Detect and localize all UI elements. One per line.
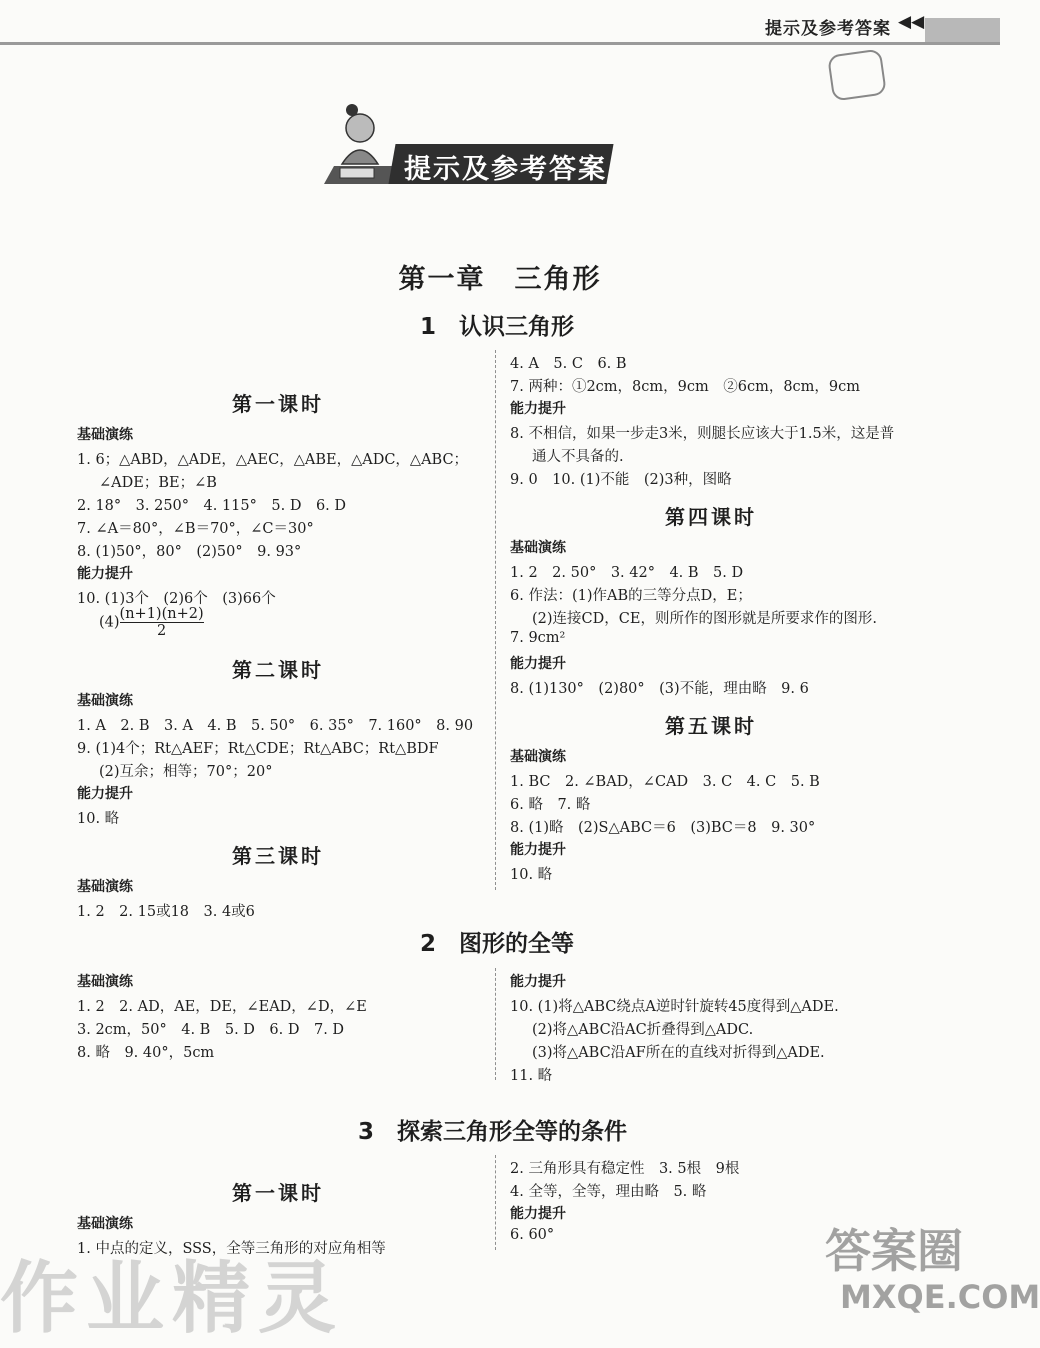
watermark-url: MXQE.COM [840,1278,1040,1316]
header-rule [0,42,1000,45]
column-divider [495,350,497,890]
header-decor-block [925,18,1000,44]
answer-line: 11. 略 [510,1068,553,1084]
answer-line: 1. 6；△ABD，△ADE，△AEC，△ABE，△ADC，△ABC； [77,452,469,468]
lesson-heading: 第四课时 [665,505,757,529]
subsection-label: 基础演练 [77,427,133,443]
subsection-label: 基础演练 [510,749,566,765]
answer-line: 8. 略 9. 40°，5cm [77,1045,215,1061]
answer-line: 6. 作法：(1)作AB的三等分点D，E； [510,588,752,604]
lesson-heading: 第五课时 [665,714,757,738]
answer-line: 1. 2 2. AD，AE，DE，∠EAD，∠D，∠E [77,999,367,1015]
fraction-numerator: (n+1)(n+2) [119,606,204,622]
double-left-arrow-icon: ◀◀ [898,12,925,32]
subsection-label: 能力提升 [510,842,566,858]
subsection-label: 基础演练 [77,974,133,990]
answer-line: 6. 略 7. 略 [510,797,591,813]
watermark-logo: 答案圈 [825,1224,963,1278]
answer-line: (2)连接CD，CE，则所作的图形就是所要求作的图形. [532,611,878,627]
answer-line: ∠ADE；BE；∠B [99,475,217,491]
subsection-label: 基础演练 [77,693,133,709]
answer-line: 8. 不相信，如果一步走3米，则腿长应该大于1.5米，这是普 [510,426,895,442]
answer-line: 10. (1)3个 (2)6个 (3)66个 [77,591,276,607]
stamp-icon [827,48,887,101]
fraction-answer [99,606,204,639]
fraction-denominator: 2 [156,623,167,639]
section-3-title: 3 探索三角形全等的条件 [358,1119,628,1145]
header-title: 提示及参考答案 [765,19,891,39]
subsection-label: 能力提升 [510,401,566,417]
subsection-label: 能力提升 [510,656,566,672]
answer-line: 9. 0 10. (1)不能 (2)3种，图略 [510,472,732,488]
section-1-title: 1 认识三角形 [420,314,575,340]
banner-title: 提示及参考答案 [404,154,607,185]
lesson-heading: 第一课时 [232,1181,324,1205]
watermark-left: 作业精灵 [0,1254,345,1344]
answer-line: 3. 2cm，50° 4. B 5. D 6. D 7. D [77,1022,345,1038]
lesson-heading: 第二课时 [232,658,324,682]
answer-line: 1. BC 2. ∠BAD，∠CAD 3. C 4. C 5. B [510,774,820,790]
answer-line: (2)将△ABC沿AC折叠得到△ADC. [532,1022,754,1038]
answer-line: (3)将△ABC沿AF所在的直线对折得到△ADE. [532,1045,825,1061]
answer-line: 通人不具备的. [532,449,624,465]
subsection-label: 基础演练 [77,1216,133,1232]
answer-line: 6. 60° [510,1227,555,1243]
answer-line: 10. 略 [510,867,553,883]
answer-line: 8. (1)130° (2)80° (3)不能，理由略 9. 6 [510,681,809,697]
answer-line: 9. (1)4个；Rt△AEF；Rt△CDE；Rt△ABC；Rt△BDF [77,741,439,757]
answer-line: 10. 略 [77,811,120,827]
answer-line: 10. (1)将△ABC绕点A逆时针旋转45度得到△ADE. [510,999,839,1015]
answer-line: 2. 18° 3. 250° 4. 115° 5. D 6. D [77,498,347,514]
fraction-prefix: (4) [99,614,120,631]
answer-line: 7. 两种：①2cm，8cm，9cm ②6cm，8cm，9cm [510,379,861,395]
section-2-title: 2 图形的全等 [420,931,575,957]
answer-line: 7. 9cm² [510,630,566,646]
answer-line: 2. 三角形具有稳定性 3. 5根 9根 [510,1161,740,1177]
lesson-heading: 第三课时 [232,844,324,868]
answer-line: 1. 2 2. 50° 3. 42° 4. B 5. D [510,565,744,581]
subsection-label: 基础演练 [510,540,566,556]
answer-line: 1. 中点的定义，SSS，全等三角形的对应角相等 [77,1241,386,1257]
subsection-label: 能力提升 [510,974,566,990]
answer-line: (2)互余；相等；70°；20° [99,764,273,780]
subsection-label: 能力提升 [510,1206,566,1222]
chapter-title: 第一章 三角形 [398,264,602,295]
answer-line: 1. A 2. B 3. A 4. B 5. 50° 6. 35° 7. 160° 8. 90 [77,718,474,734]
fraction [120,606,204,639]
answer-line: 7. ∠A＝80°，∠B＝70°，∠C＝30° [77,521,314,537]
subsection-label: 能力提升 [77,786,133,802]
student-reading-illustration [320,100,398,184]
column-divider [495,968,497,1080]
answer-line: 4. 全等，全等，理由略 5. 略 [510,1184,707,1200]
answer-line: 4. A 5. C 6. B [510,356,627,372]
subsection-label: 能力提升 [77,566,133,582]
column-divider [495,1155,497,1250]
page-header [0,0,1000,46]
answer-line: 8. (1)50°，80° (2)50° 9. 93° [77,544,302,560]
answer-line: 8. (1)略 (2)S△ABC＝6 (3)BC＝8 9. 30° [510,820,816,836]
subsection-label: 基础演练 [77,879,133,895]
answer-line: 1. 2 2. 15或18 3. 4或6 [77,904,255,920]
lesson-heading: 第一课时 [232,392,324,416]
